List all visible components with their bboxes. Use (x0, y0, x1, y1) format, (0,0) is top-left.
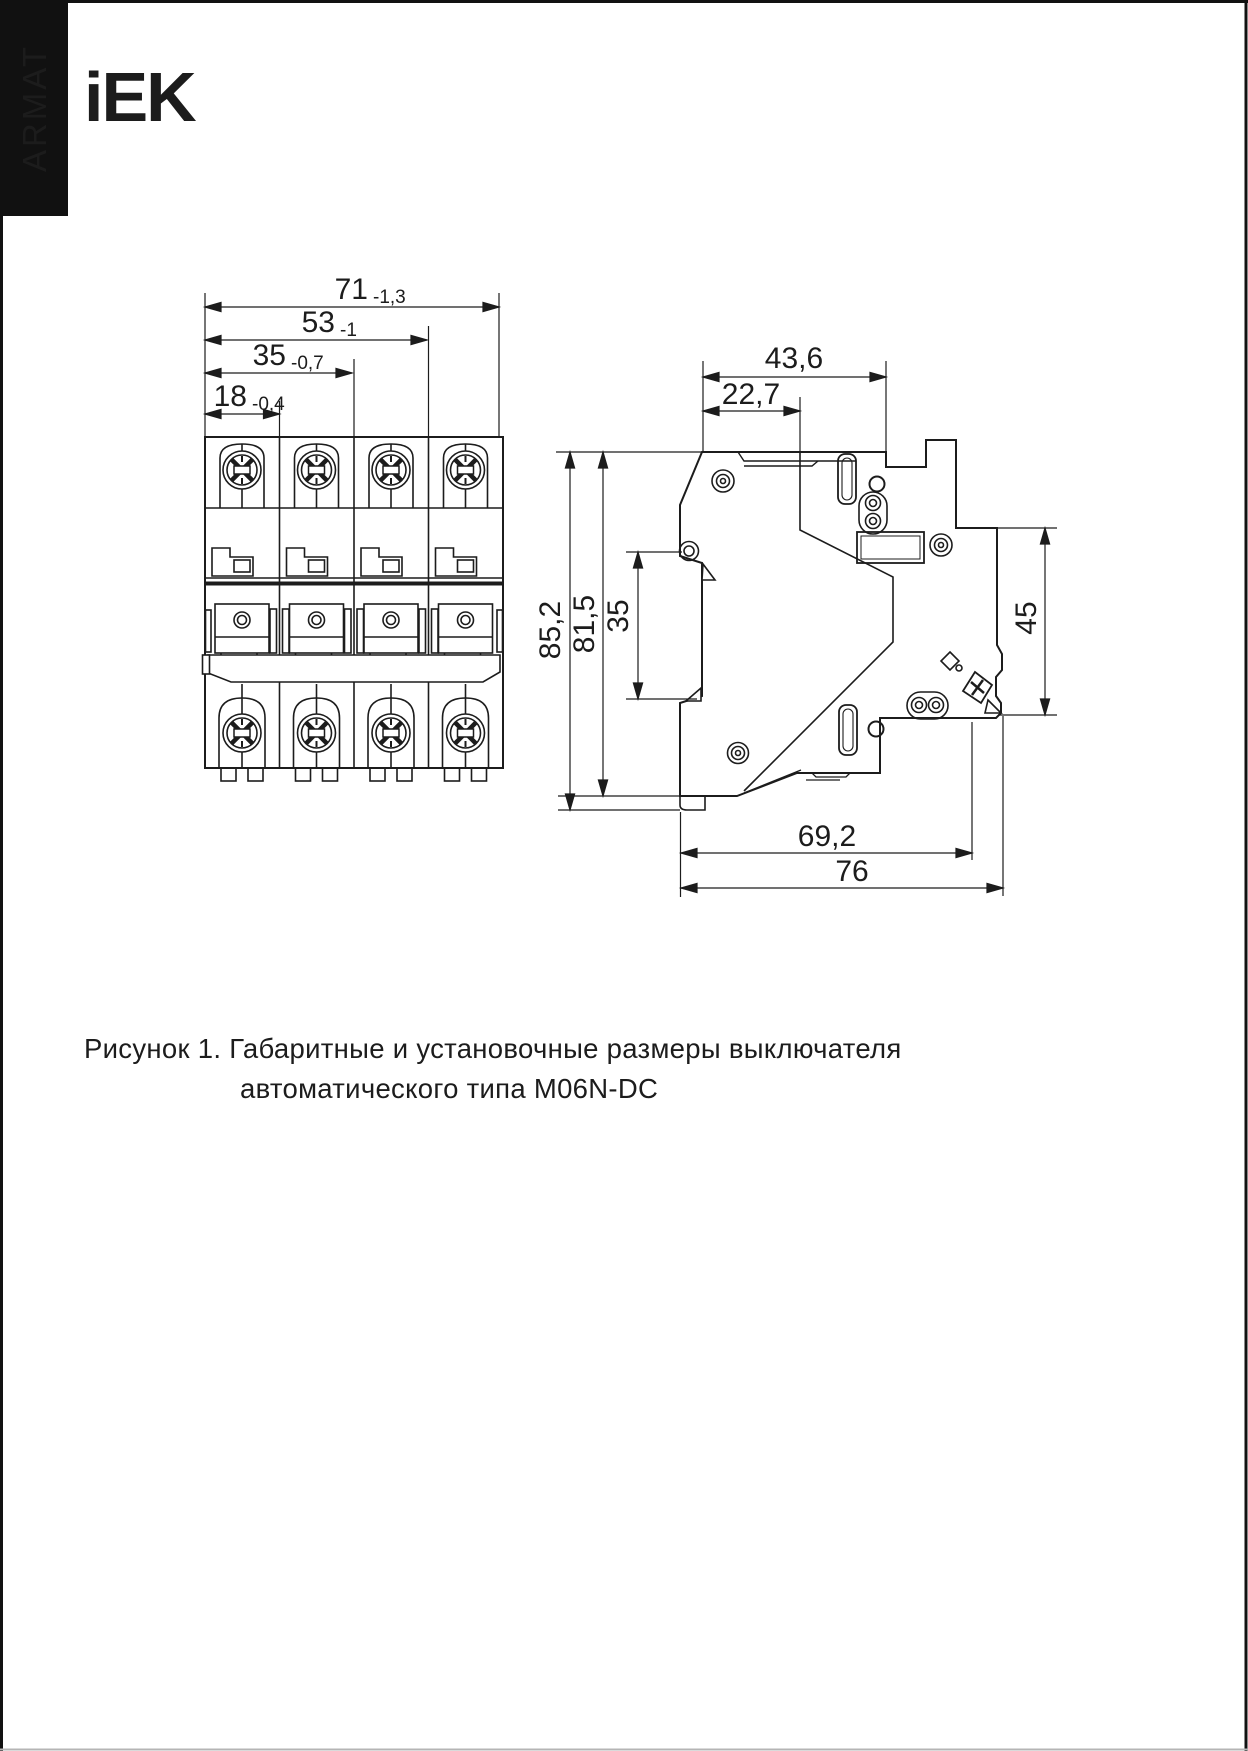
front-view (203, 437, 504, 781)
dim-label-76: 76 (835, 855, 869, 888)
dim-tol-35f: -0,7 (291, 353, 324, 374)
iek-logo: iEK (84, 58, 195, 136)
dim-label-81-5: 81,5 (568, 594, 601, 654)
dim-label-69-2: 69,2 (797, 820, 857, 853)
dim-label-18: 18 (213, 380, 247, 413)
front-view-dimension-labels (214, 273, 406, 415)
dim-label-43-6: 43,6 (764, 342, 824, 375)
dim-label-53: 53 (301, 306, 335, 339)
caption-line-1: Рисунок 1. Габаритные и установочные размеры выключателя (84, 1033, 902, 1064)
dim-label-71: 71 (334, 273, 368, 306)
caption-line-2: автоматического типа M06N-DC (240, 1073, 659, 1104)
figure-caption (84, 1033, 902, 1104)
dim-label-85-2: 85,2 (534, 600, 567, 660)
side-view (680, 440, 1003, 810)
brand-vertical-text: ARMAT (16, 43, 53, 173)
dim-label-35s: 35 (602, 599, 635, 633)
dim-tol-18: -0,4 (252, 394, 285, 415)
dim-label-22-7: 22,7 (721, 378, 781, 411)
dim-label-45: 45 (1010, 601, 1043, 635)
front-view-dimensions (205, 293, 499, 437)
dim-tol-71: -1,3 (373, 287, 406, 308)
dim-label-35f: 35 (252, 339, 286, 372)
brand-bar (0, 0, 68, 216)
dim-tol-53: -1 (340, 320, 357, 341)
